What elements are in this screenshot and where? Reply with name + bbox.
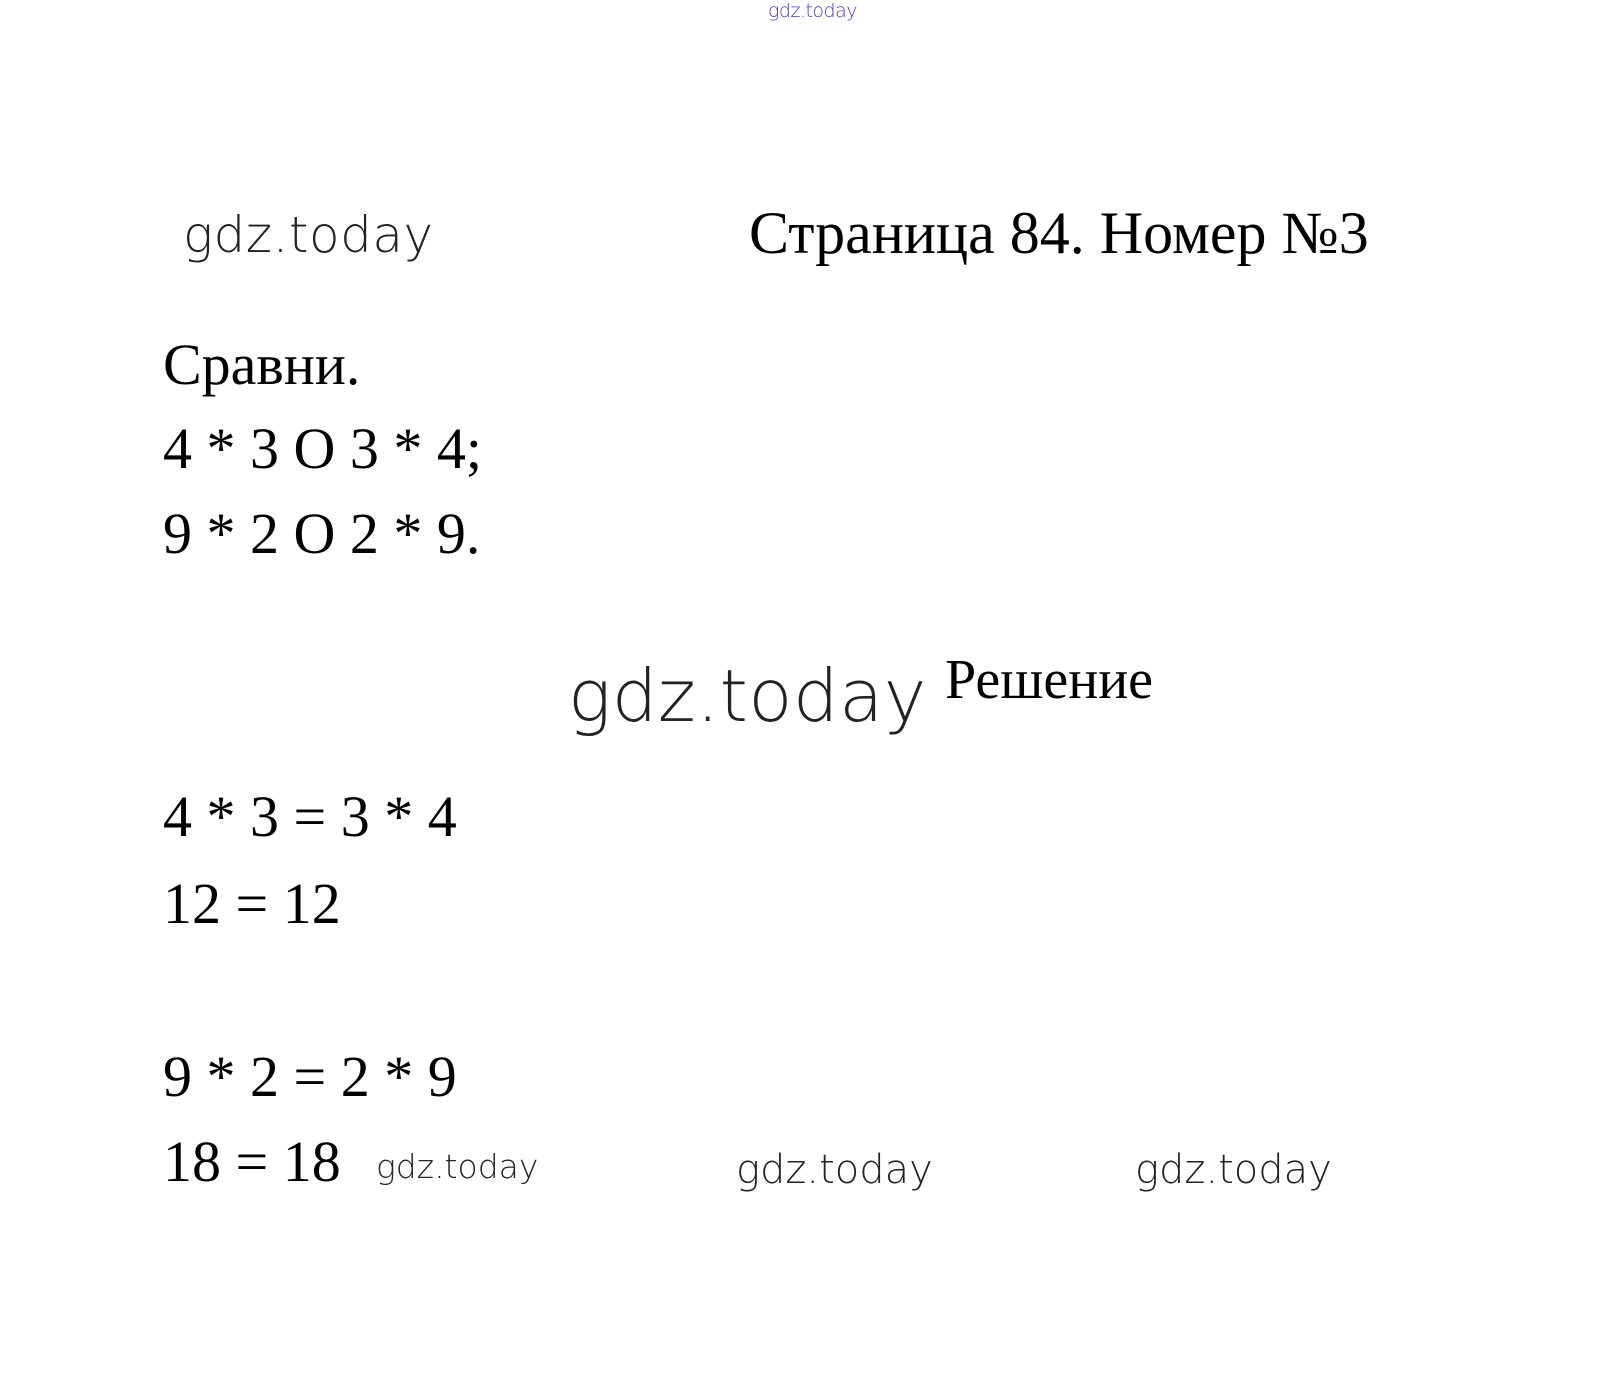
watermark-top: gdz.today: [768, 0, 857, 22]
task-line-1: 4 * 3 O 3 * 4;: [163, 416, 482, 481]
watermark-center: gdz.today: [568, 654, 927, 738]
solution-line-3: 9 * 2 = 2 * 9: [163, 1044, 457, 1109]
page-title: Страница 84. Номер №3: [749, 200, 1369, 266]
watermark-bottom-3: gdz.today: [1135, 1147, 1332, 1193]
solution-heading: Решение: [945, 649, 1154, 711]
solution-line-1: 4 * 3 = 3 * 4: [163, 784, 457, 849]
watermark-header: gdz.today: [183, 206, 434, 264]
watermark-bottom-2: gdz.today: [736, 1147, 933, 1193]
solution-line-4: 18 = 18: [163, 1129, 341, 1194]
solution-line-2: 12 = 12: [163, 871, 341, 936]
watermark-bottom-1: gdz.today: [376, 1147, 539, 1186]
task-instruction: Сравни.: [163, 332, 361, 397]
task-line-2: 9 * 2 O 2 * 9.: [163, 501, 481, 566]
